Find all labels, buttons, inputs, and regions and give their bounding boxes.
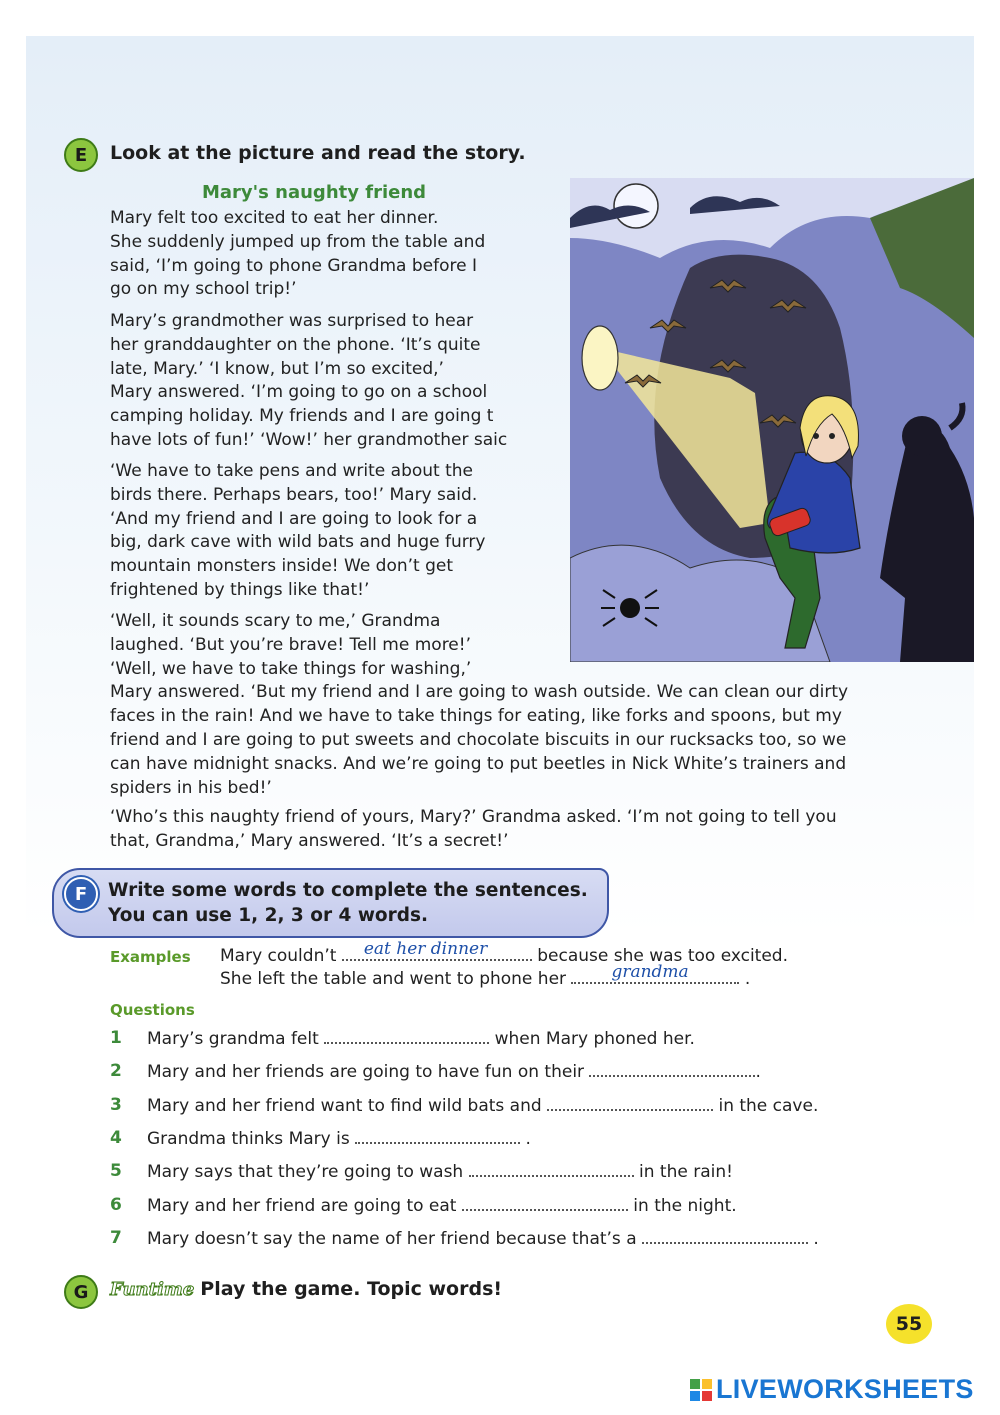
girl-eye: [829, 433, 835, 439]
section-f-instruction-line: You can use 1, 2, 3 or 4 words.: [108, 905, 429, 926]
story-line: ‘Who’s this naughty friend of yours, Mary?’ Grandma asked. ‘I’m not going to tell you: [110, 807, 837, 827]
page-number: [886, 1304, 932, 1344]
story-line: ‘Well, it sounds scary to me,’ Grandma: [110, 611, 441, 631]
answer-input-6[interactable]: [462, 1195, 628, 1211]
funtime-logo: Funtime: [110, 1279, 195, 1300]
section-f-instruction-line: Write some words to complete the sentences.: [108, 880, 588, 901]
question-2: [147, 1061, 761, 1082]
story-paragraph-2: [110, 310, 538, 453]
cave-scene-illustration: [570, 178, 974, 662]
story-line: can have midnight snacks. And we’re going to put beetles in Nick White’s trainers and: [110, 753, 847, 774]
question-text: Mary and her friends are going to have fun on their: [147, 1062, 585, 1082]
story-line: faces in the rain! And we have to take things for eating, like forks and spoons, but my: [110, 706, 842, 727]
story-line: friend and I are going to put sweets and chocolate biscuits in our rucksacks too, so we: [110, 729, 847, 750]
question-text: Mary says that they’re going to wash: [147, 1162, 464, 1182]
question-text: in the rain!: [639, 1162, 733, 1182]
story-line: birds there. Perhaps bears, too!’ Mary said.: [110, 484, 478, 505]
question-4: [147, 1128, 531, 1149]
story-line: spiders in his bed!’: [110, 777, 272, 798]
story-line: camping holiday. My friends and I are going t: [110, 406, 494, 427]
story-line: Mary felt too excited to eat her dinner.: [110, 208, 439, 228]
moon-icon: [614, 184, 658, 228]
section-f-letter: F: [74, 883, 88, 905]
answer-input-4[interactable]: [355, 1128, 520, 1144]
question-5: [147, 1161, 733, 1182]
example-answer-blank: [571, 962, 739, 984]
question-number: 1: [110, 1028, 122, 1048]
question-text: Mary and her friend want to find wild bats and: [147, 1096, 542, 1116]
question-7: [147, 1228, 819, 1249]
example-1: [220, 939, 789, 966]
answer-input-3[interactable]: [547, 1095, 713, 1111]
story-line: Mary’s grandmother was surprised to hear: [110, 311, 474, 331]
question-number: 4: [110, 1128, 122, 1148]
question-text: in the night.: [633, 1196, 737, 1216]
story-line: said, ‘I’m going to phone Grandma before I: [110, 255, 477, 276]
question-text: Mary’s grandma felt: [147, 1029, 319, 1049]
story-illustration: [570, 178, 974, 662]
question-text: .: [525, 1129, 531, 1149]
story-title: Mary's naughty friend: [202, 182, 427, 203]
example-text: .: [744, 969, 751, 989]
story-paragraph-3: [110, 460, 486, 603]
answer-input-1[interactable]: [324, 1028, 489, 1044]
torch-light: [582, 326, 618, 390]
section-e-letter: E: [74, 144, 88, 166]
answer-input-2[interactable]: [589, 1061, 755, 1077]
question-number: 6: [110, 1195, 122, 1215]
story-line: Mary answered. ‘I’m going to go on a school: [110, 382, 488, 403]
example-answer: eat her dinner: [363, 939, 488, 959]
story-paragraph-1: [110, 207, 485, 302]
story-line: mountain monsters inside! We don’t get: [110, 556, 454, 577]
story-line: that, Grandma,’ Mary answered. ‘It’s a secret!’: [110, 830, 509, 851]
answer-input-7[interactable]: [642, 1228, 808, 1244]
story-line: Mary answered. ‘But my friend and I are going to wash outside. We can clean our dirty: [110, 682, 849, 703]
questions-label: Questions: [110, 1001, 195, 1019]
story-line: big, dark cave with wild bats and huge furry: [110, 532, 486, 553]
story-line: her granddaughter on the phone. ‘It’s quite: [110, 334, 481, 355]
answer-input-5[interactable]: [469, 1161, 634, 1177]
story-line: ‘We have to take pens and write about the: [110, 461, 474, 481]
examples-label: Examples: [110, 948, 191, 966]
question-text: when Mary phoned her.: [494, 1029, 695, 1049]
liveworksheets-logo-icon: [690, 1379, 712, 1401]
page-number-text: 55: [895, 1313, 923, 1335]
story-line: ‘Well, we have to take things for washing,’: [110, 658, 472, 679]
section-f-instruction: [108, 878, 588, 928]
section-g-instruction-row: [110, 1278, 502, 1300]
question-number: 5: [110, 1161, 122, 1181]
example-answer-blank: [342, 939, 532, 961]
question-text: .: [813, 1229, 819, 1249]
question-number: 2: [110, 1061, 122, 1081]
section-f-badge: [64, 877, 98, 911]
example-text: She left the table and went to phone her: [220, 969, 567, 989]
question-1: [147, 1028, 695, 1049]
example-answer: grandma: [611, 962, 689, 982]
shadow-head: [902, 416, 942, 456]
story-line: She suddenly jumped up from the table and: [110, 231, 486, 252]
story-line: frightened by things like that!’: [110, 579, 370, 600]
question-text: Mary and her friend are going to eat: [147, 1196, 457, 1216]
section-e-instruction: Look at the picture and read the story.: [110, 142, 526, 164]
question-text: Mary doesn’t say the name of her friend because that’s a: [147, 1229, 637, 1249]
example-text: Mary couldn’t: [220, 946, 337, 966]
story-line: laughed. ‘But you’re brave! Tell me more!’: [110, 634, 471, 655]
question-text: Grandma thinks Mary is: [147, 1129, 350, 1149]
section-g-letter: G: [73, 1281, 89, 1303]
question-text: in the cave.: [718, 1096, 819, 1116]
question-3: [147, 1095, 818, 1116]
section-e-badge: [64, 138, 98, 172]
liveworksheets-watermark: [690, 1374, 974, 1405]
liveworksheets-wordmark: LIVEWORKSHEETS: [716, 1374, 974, 1404]
question-text: .: [755, 1062, 761, 1082]
section-g-badge: [64, 1275, 98, 1309]
section-g-instruction: Play the game. Topic words!: [200, 1278, 503, 1300]
girl-eye: [813, 433, 819, 439]
story-paragraph-5: [110, 806, 837, 854]
example-2: [220, 962, 751, 989]
question-6: [147, 1195, 737, 1216]
story-line: late, Mary.’ ‘I know, but I’m so excited,’: [110, 358, 444, 379]
question-number: 7: [110, 1228, 122, 1248]
story-line: ‘And my friend and I are going to look for a: [110, 508, 478, 529]
story-line: go on my school trip!’: [110, 279, 297, 300]
story-line: have lots of fun!’ ‘Wow!’ her grandmother saic: [110, 429, 508, 450]
spider-icon: [620, 598, 640, 618]
question-number: 3: [110, 1095, 122, 1115]
example-text: because she was too excited.: [537, 946, 789, 966]
